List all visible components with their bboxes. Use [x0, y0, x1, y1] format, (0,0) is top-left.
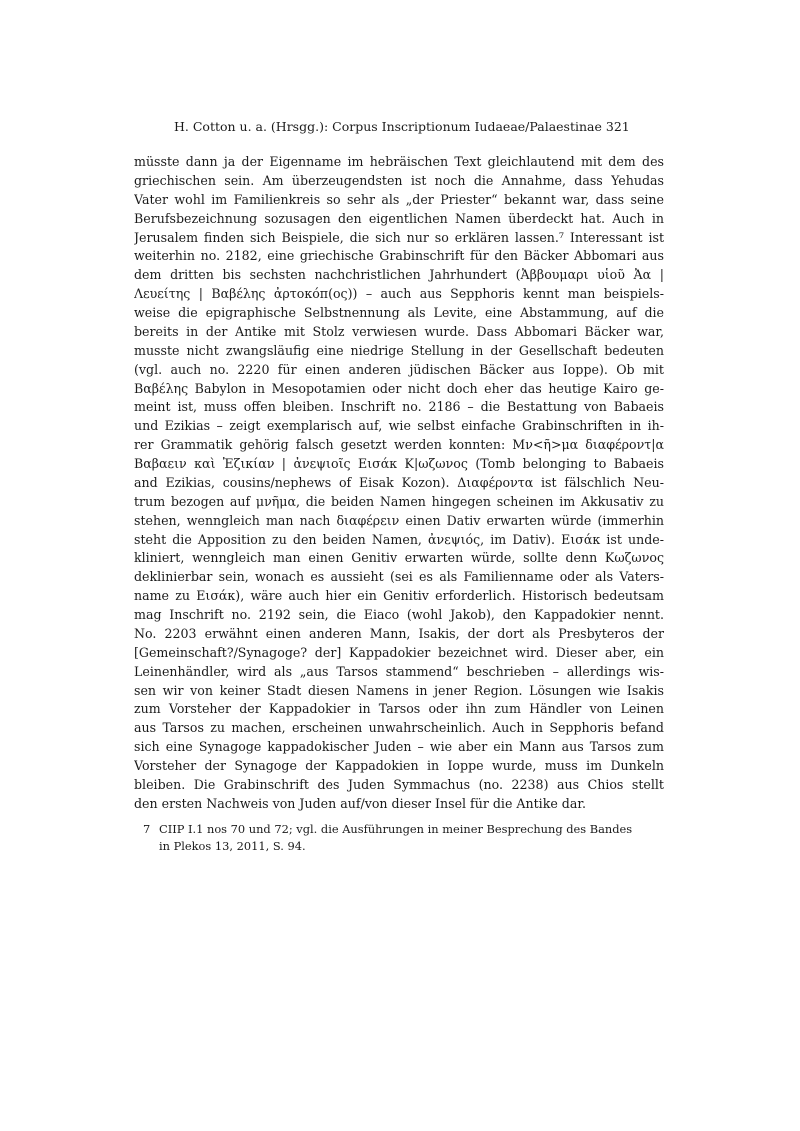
text-line: weise die epigraphische Selbstnennung als Levite, eine Abstammung, auf die	[134, 305, 664, 320]
text-line: musste nicht zwangsläufig eine niedrige Stellung in der Gesellschaft bedeuten	[134, 342, 664, 358]
text-line: aus Tarsos zu machen, erscheinen unwahrscheinlich. Auch in Sepphoris befand	[134, 720, 664, 736]
text-line: dem dritten bis sechsten nachchristlichen Jahrhundert (Ἀββουμαρι υἱοῦ Ἀα |	[134, 267, 664, 283]
text-line: and Ezikias, cousins/nephews of Eisak Kozon). Διαφέροντα ist fälschlich Neu-	[134, 474, 664, 490]
text-line: Berufsbezeichnung sozusagen den eigentlichen Namen überdeckt hat. Auch in	[134, 210, 664, 226]
text-line: Leinenhändler, wird als „aus Tarsos stammend“ beschrieben – allerdings wis-	[134, 663, 664, 679]
text-line: kliniert, wenngleich man einen Genitiv erwarten würde, sollte denn Κωζωνος	[134, 550, 664, 566]
text-line: No. 2203 erwähnt einen anderen Mann, Isakis, der dort als Presbyteros der	[134, 625, 664, 641]
text-line: zum Vorsteher der Kappadokier in Tarsos oder ihn zum Händler von Leinen	[134, 701, 664, 717]
text-line: Βαβέλης Babylon in Mesopotamien oder nicht doch eher das heutige Kairo ge-	[134, 380, 664, 396]
text-line: Βαβαειν καὶ Ἐζικίαν | ἀνεψιοῖς Εισάκ Κ|ωζωνος (Tomb belonging to Babaeis	[134, 456, 664, 471]
text-line: meint ist, muss offen bleiben. Inschrift no. 2186 – die Bestattung von Babaeis	[134, 399, 664, 415]
text-line: steht die Apposition zu den beiden Namen, ἀνεψιός, im Dativ). Εισάκ ist unde-	[134, 531, 664, 547]
footnote	[143, 821, 664, 855]
text-line: rer Grammatik gehörig falsch gesetzt werden konnten: Μν<ῆ>μα διαφέροντ|α	[134, 437, 664, 453]
text-line: und Ezikias – zeigt exemplarisch auf, wie selbst einfache Grabinschriften in ih-	[134, 418, 664, 434]
text-line: sen wir von keiner Stadt diesen Namens in jener Region. Lösungen wie Isakis	[134, 682, 664, 698]
text-line: (vgl. auch no. 2220 für einen anderen jüdischen Bäcker aus Ioppe). Ob mit	[134, 361, 664, 377]
text-line: sich eine Synagoge kappadokischer Juden – wie aber ein Mann aus Tarsos zum	[134, 739, 664, 755]
footnote-line	[143, 821, 664, 838]
text-line: Jerusalem finden sich Beispiele, die sich nur so erklären lassen.⁷ Interessant ist	[134, 229, 664, 245]
text-line: mag Inschrift no. 2192 sein, die Eiaco (wohl Jakob), den Kappadokier nennt.	[134, 607, 664, 622]
text-line: müsste dann ja der Eigenname im hebräischen Text gleichlautend mit dem des	[134, 154, 664, 169]
text-line: [Gemeinschaft?/Synagoge? der] Kappadokier bezeichnet wird. Dieser aber, ein	[134, 644, 664, 660]
footnote-number: 7	[143, 822, 151, 836]
text-line: bereits in der Antike mit Stolz verwiesen wurde. Dass Abbomari Bäcker war,	[134, 323, 664, 339]
text-line: weiterhin no. 2182, eine griechische Grabinschrift für den Bäcker Abbomari aus	[134, 248, 664, 264]
page-number: 21	[613, 119, 630, 134]
text-line: name zu Εισάκ), wäre auch hier ein Genitiv erforderlich. Historisch bedeutsam	[134, 588, 664, 604]
footnote-text: CIIP I.1 nos 70 und 72; vgl. die Ausführungen in meiner Besprechung des Bandes	[159, 822, 633, 836]
text-line: Vater wohl im Familienkreis so sehr als „der Priester“ bekannt war, dass seine	[134, 191, 664, 207]
footnote-line: in Plekos 13, 2011, S. 94.	[159, 839, 306, 853]
running-head	[174, 119, 630, 135]
text-line: stehen, wenngleich man nach διαφέρειν einen Dativ erwarten würde (immerhin	[134, 512, 664, 528]
running-title: H. Cotton u. a. (Hrsgg.): Corpus Inscriptionum Iudaeae/Palaestinae 3	[174, 119, 614, 134]
text-line: Vorsteher der Synagoge der Kappadokien in Ioppe wurde, muss im Dunkeln	[134, 758, 664, 773]
text-line: den ersten Nachweis von Juden auf/von dieser Insel für die Antike dar.	[134, 795, 586, 811]
text-line: Λευείτης | Βαβέλης ἀρτοκόπ(ος)) – auch aus Sepphoris kennt man beispiels-	[134, 286, 664, 302]
text-line: bleiben. Die Grabinschrift des Juden Symmachus (no. 2238) aus Chios stellt	[134, 776, 664, 792]
text-line: griechischen sein. Am überzeugendsten ist noch die Annahme, dass Yehudas	[134, 172, 664, 188]
body-text	[134, 153, 664, 814]
text-line: trum bezogen auf μνῆμα, die beiden Namen hingegen scheinen im Akkusativ zu	[134, 493, 664, 509]
text-line: deklinierbar sein, wonach es aussieht (sei es als Familienname oder als Vaters-	[134, 569, 664, 585]
